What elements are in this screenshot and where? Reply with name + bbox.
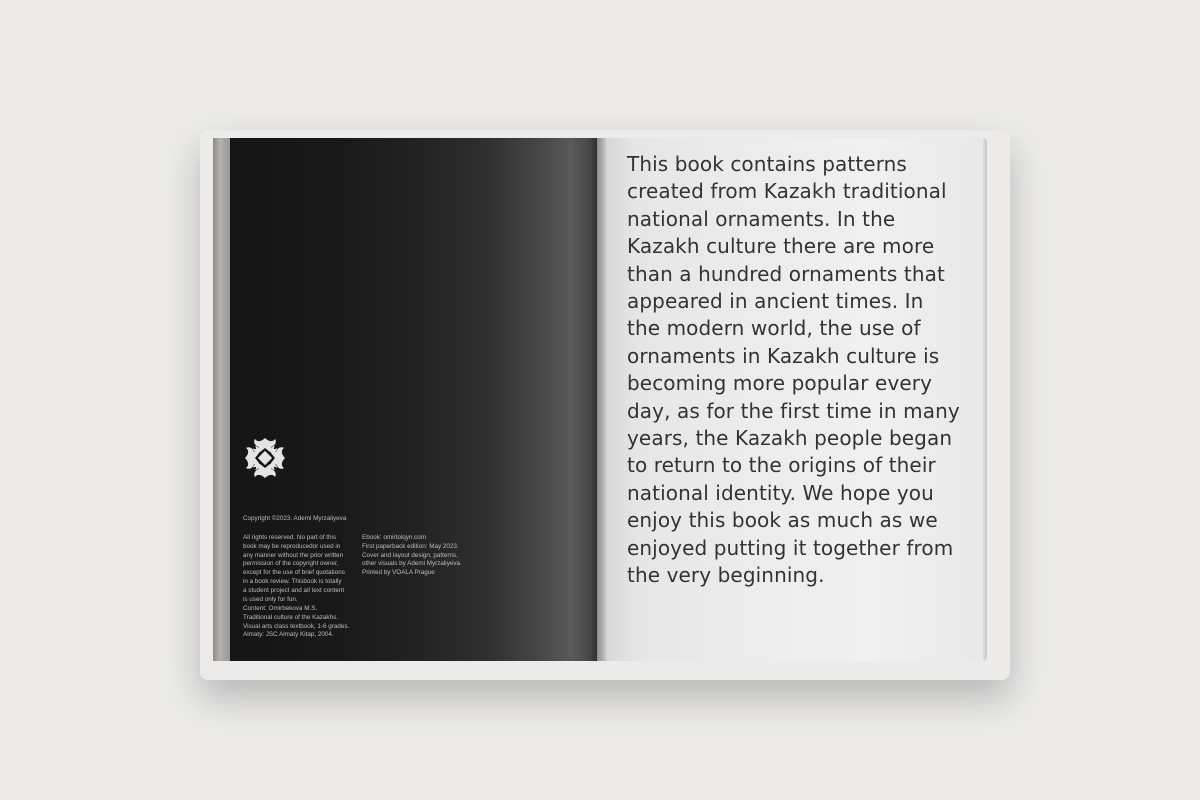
- paragraph-line: national ornaments. In the: [627, 206, 896, 231]
- rights-notice: All rights reserved. No part of this book may be reproducedor used in any manner without the prior written permission of the copyright owner, except for the use of brief quotations in a book review. Thisbook is totally a student project and all text content is used only for fun.: [243, 534, 345, 603]
- paragraph-line: years, the Kazakh people began: [627, 426, 953, 451]
- paragraph-line: This book contains patterns: [627, 152, 907, 176]
- paragraph-line: the modern world, the use of: [627, 316, 921, 341]
- paragraph-line: the very beginning.: [627, 563, 825, 588]
- paragraph-line: appeared in ancient times. In: [627, 289, 924, 314]
- intro-paragraph: [627, 151, 967, 590]
- paragraph-line: enjoy this book as much as we: [627, 508, 938, 533]
- paragraph-line: created from Kazakh traditional: [627, 179, 947, 204]
- paragraph-line: national identity. We hope you: [627, 480, 934, 505]
- paragraph-line: ornaments in Kazakh culture is: [627, 343, 940, 368]
- paragraph-line: than a hundred ornaments that: [627, 261, 945, 286]
- book-gutter: [590, 138, 606, 661]
- paragraph-line: Kazakh culture there are more: [627, 234, 935, 259]
- paragraph-line: to return to the origins of their: [627, 453, 936, 478]
- edition-info: Ebook: omirtolqyn.com First paperback edition: May 2023. Cover and layout design, patterns, other visuals by Ademi Myrzaliyeva. Printed by VOALA Prague: [362, 534, 462, 577]
- paragraph-line: day, as for the first time in many: [627, 398, 960, 423]
- copyright-line: Copyright ©2023. Ademi Myrzaliyeva: [243, 515, 347, 522]
- kazakh-ornament-icon: [243, 436, 287, 480]
- paragraph-line: enjoyed putting it together from: [627, 535, 954, 560]
- content-source: Content: Omirbekova M.S. Traditional culture of the Kazakhs. Visual arts class textbook, 1-6 grades. Almaty: JSC Almaty Kitap, 2004.: [243, 605, 350, 639]
- left-page-edge: [213, 138, 230, 661]
- right-page-edge: [983, 138, 987, 661]
- paragraph-line: becoming more popular every: [627, 371, 933, 396]
